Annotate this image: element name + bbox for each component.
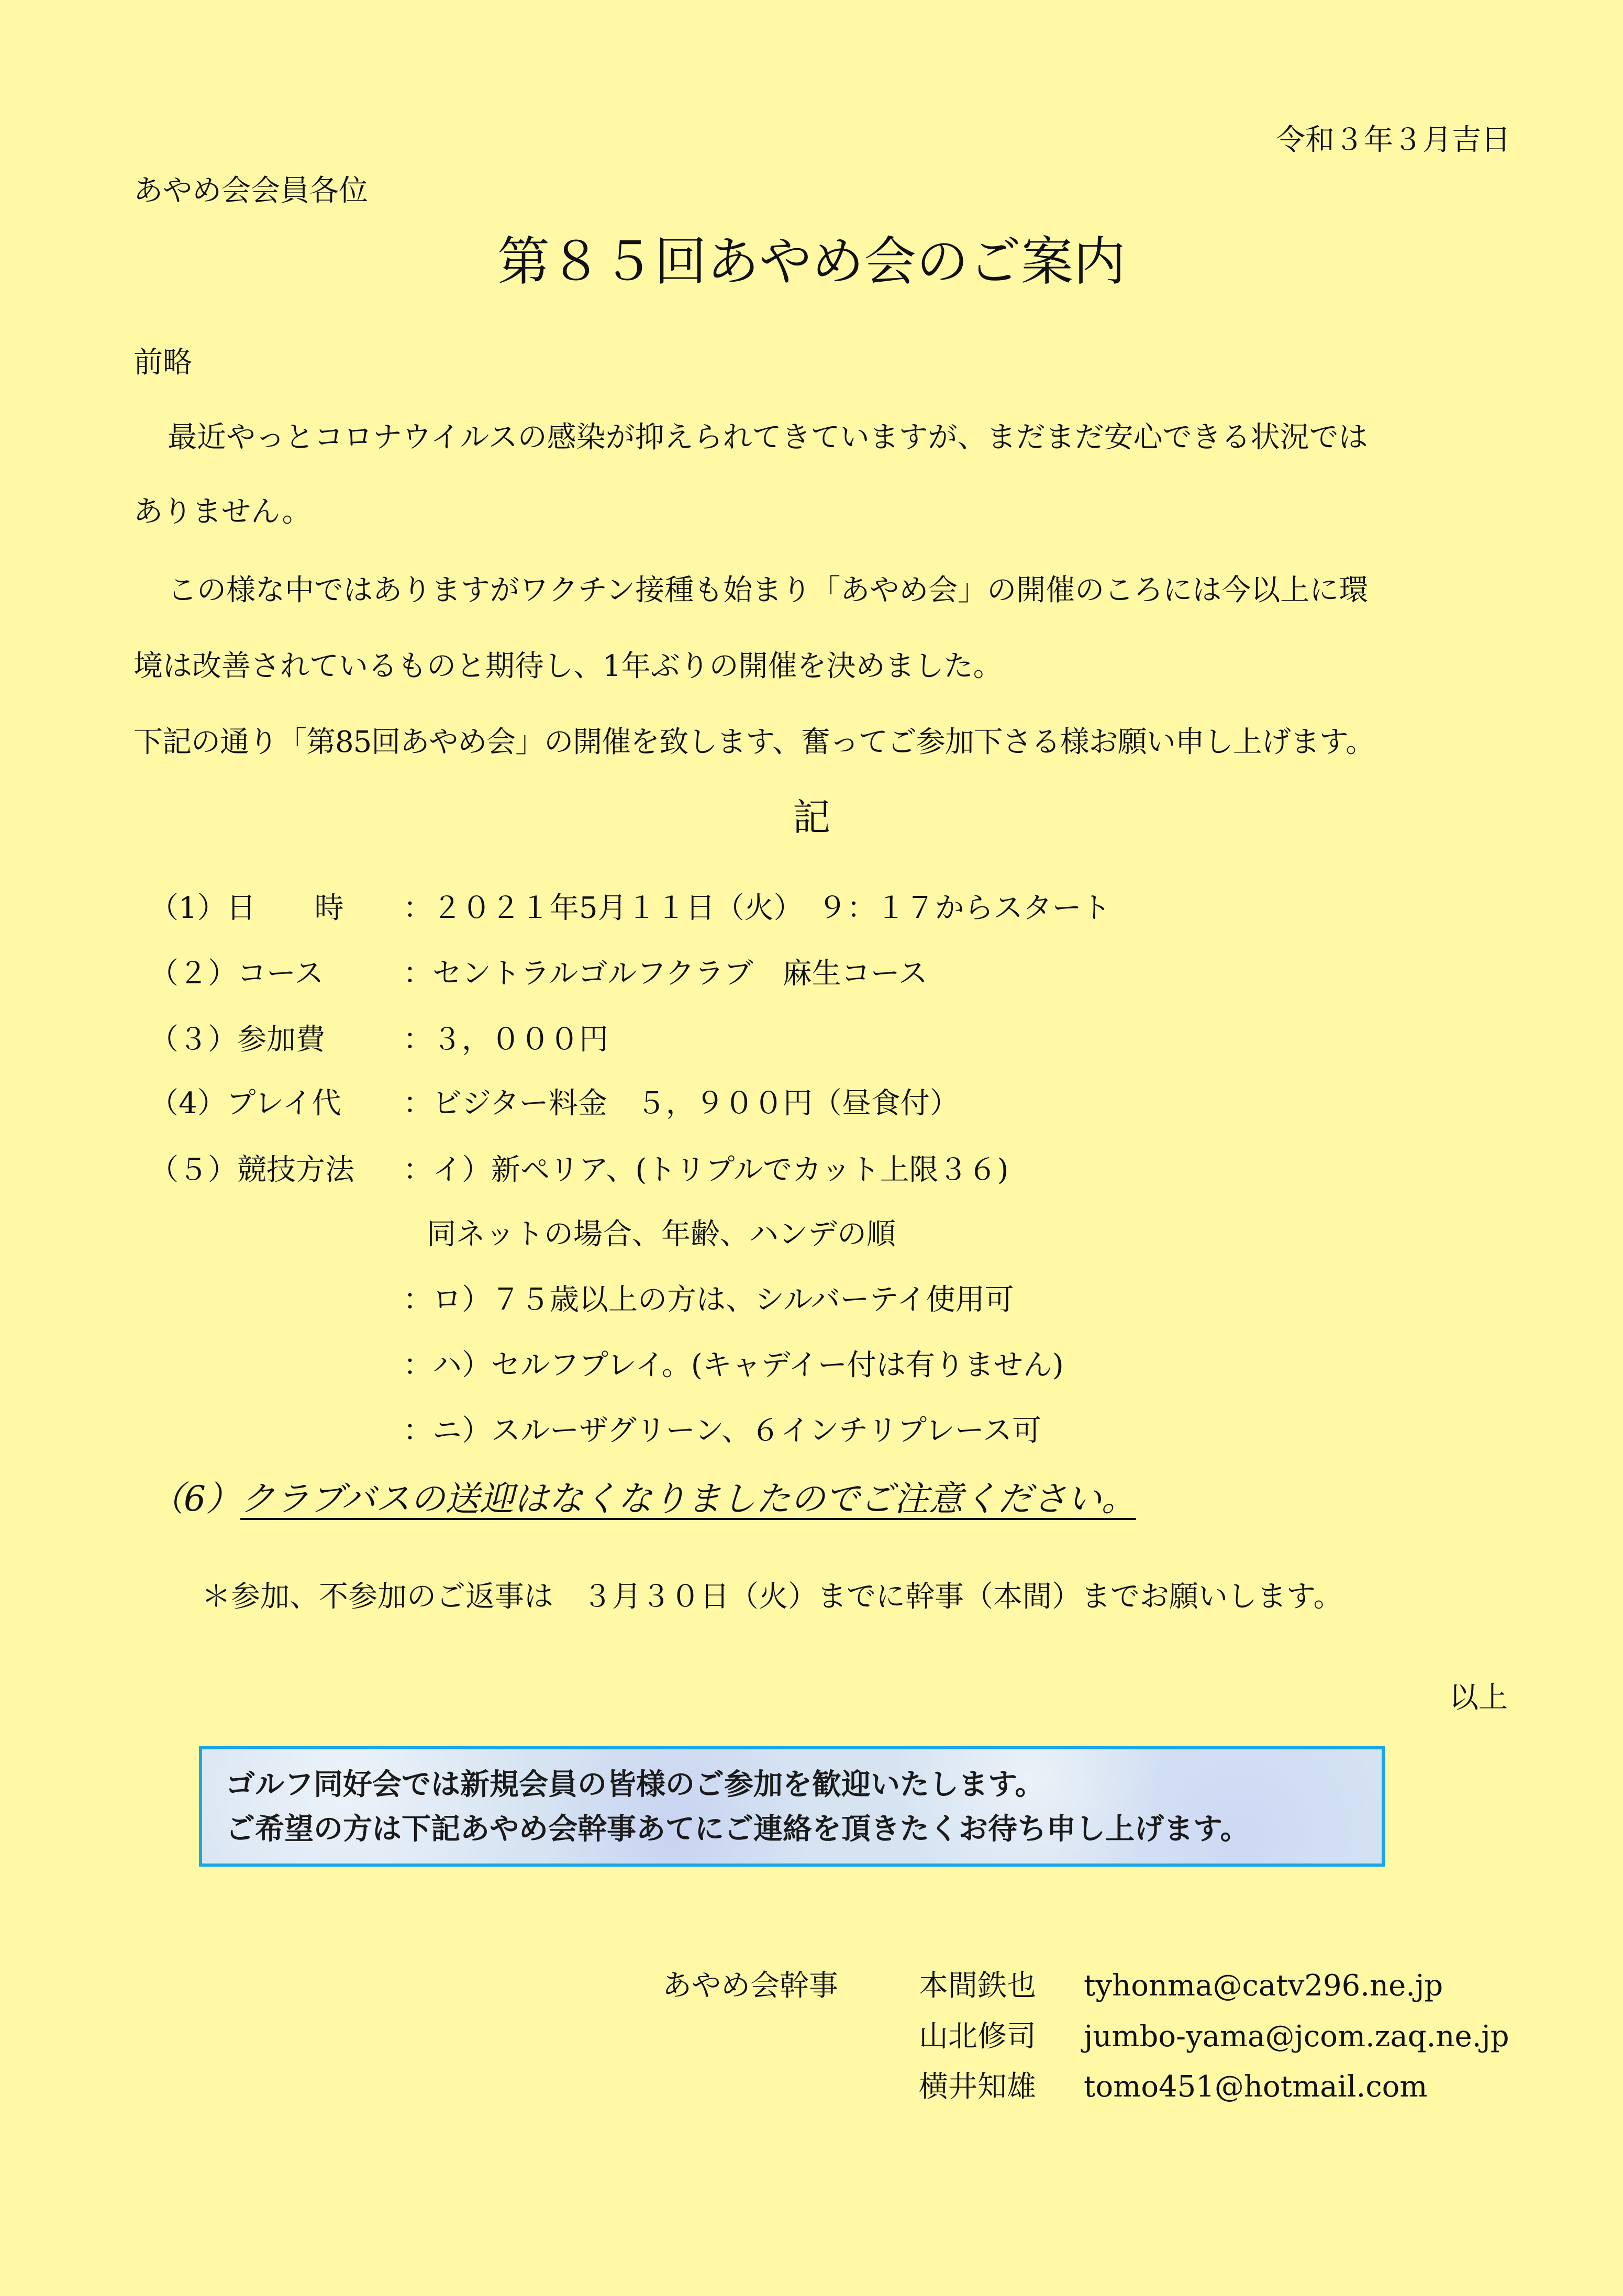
item-value-competition: ：イ）新ペリア、(トリプルでカット上限３６) [403, 1153, 1009, 1187]
competition-sub-1: 同ネットの場合、年齢、ハンデの順 [427, 1217, 896, 1251]
note-bus-prefix: （6） [149, 1479, 240, 1519]
organizer-email-3: tomo451@hotmail.com [1084, 2070, 1428, 2104]
body-line-4: 境は改善されているものと期待し、1年ぶりの開催を決めました。 [134, 649, 1003, 683]
new-member-notice-box [199, 1746, 1385, 1867]
competition-sub-4: ：ニ）スルーザグリーン、６インチリプレース可 [403, 1414, 1042, 1448]
body-line-1: 最近やっとコロナウイルスの感染が抑えられてきていますが、まだまだ安心できる状況では [168, 420, 1368, 454]
body-line-5: 下記の通り「第85回あやめ会」の開催を致します、奮ってご参加下さる様お願い申し上げます。 [134, 725, 1375, 759]
item-label-play-fee: （4）プレイ代 [149, 1086, 341, 1121]
organizer-name-2: 山北修司 [919, 2020, 1036, 2054]
opening-salutation: 前略 [134, 346, 192, 380]
item-label-datetime: （1）日 時 [149, 891, 344, 925]
body-line-2: ありません。 [134, 495, 312, 529]
reply-deadline: ＊参加、不参加のご返事は ３月３０日（火）までに幹事（本間）までお願いします。 [202, 1580, 1343, 1614]
body-line-3: この様な中ではありますがワクチン接種も始まり「あやめ会」の開催のころには今以上に環 [168, 573, 1369, 607]
ki-heading: 記 [792, 795, 830, 839]
item-label-course: （２）コース [149, 957, 324, 991]
organizer-email-1: tyhonma@catv296.ne.jp [1084, 1969, 1443, 2003]
item-label-competition: （５）競技方法 [149, 1153, 354, 1187]
closing-mark: 以上 [1449, 1681, 1508, 1715]
notice-line-2: ご希望の方は下記あやめ会幹事あてにご連絡を頂きたくお待ち申し上げます。 [226, 1812, 1250, 1846]
document-title: 第８５回あやめ会のご案内 [497, 231, 1126, 292]
organizer-email-2: jumbo-yama@jcom.zaq.ne.jp [1084, 2020, 1509, 2054]
addressee: あやめ会会員各位 [134, 174, 368, 208]
note-bus-service [149, 1479, 1136, 1519]
signature-label: あやめ会幹事 [662, 1969, 838, 2003]
organizer-name-1: 本間鉄也 [919, 1969, 1036, 2003]
competition-sub-2: ：ロ）７５歳以上の方は、シルバーテイ使用可 [403, 1283, 1014, 1317]
item-value-course: ：セントラルゴルフクラブ 麻生コース [403, 957, 928, 991]
item-label-fee: （３）参加費 [149, 1023, 325, 1057]
notice-line-1: ゴルフ同好会では新規会員の皆様のご参加を歓迎いたします。 [226, 1768, 1044, 1802]
organizer-name-3: 横井知雄 [919, 2070, 1036, 2104]
item-value-play-fee: ：ビジター料金 ５，９００円（昼食付） [403, 1086, 959, 1121]
document-date: 令和３年３月吉日 [1276, 123, 1510, 157]
note-bus-text: クラブバスの送迎はなくなりましたのでご注意ください。 [240, 1479, 1136, 1519]
item-value-datetime: ：２０２１年5月１１日（火） ９：１７からスタート [403, 891, 1111, 925]
competition-sub-3: ：ハ）セルフプレイ。(キャデイー付は有りません) [403, 1348, 1064, 1382]
item-value-fee: ：３，０００円 [403, 1023, 608, 1057]
